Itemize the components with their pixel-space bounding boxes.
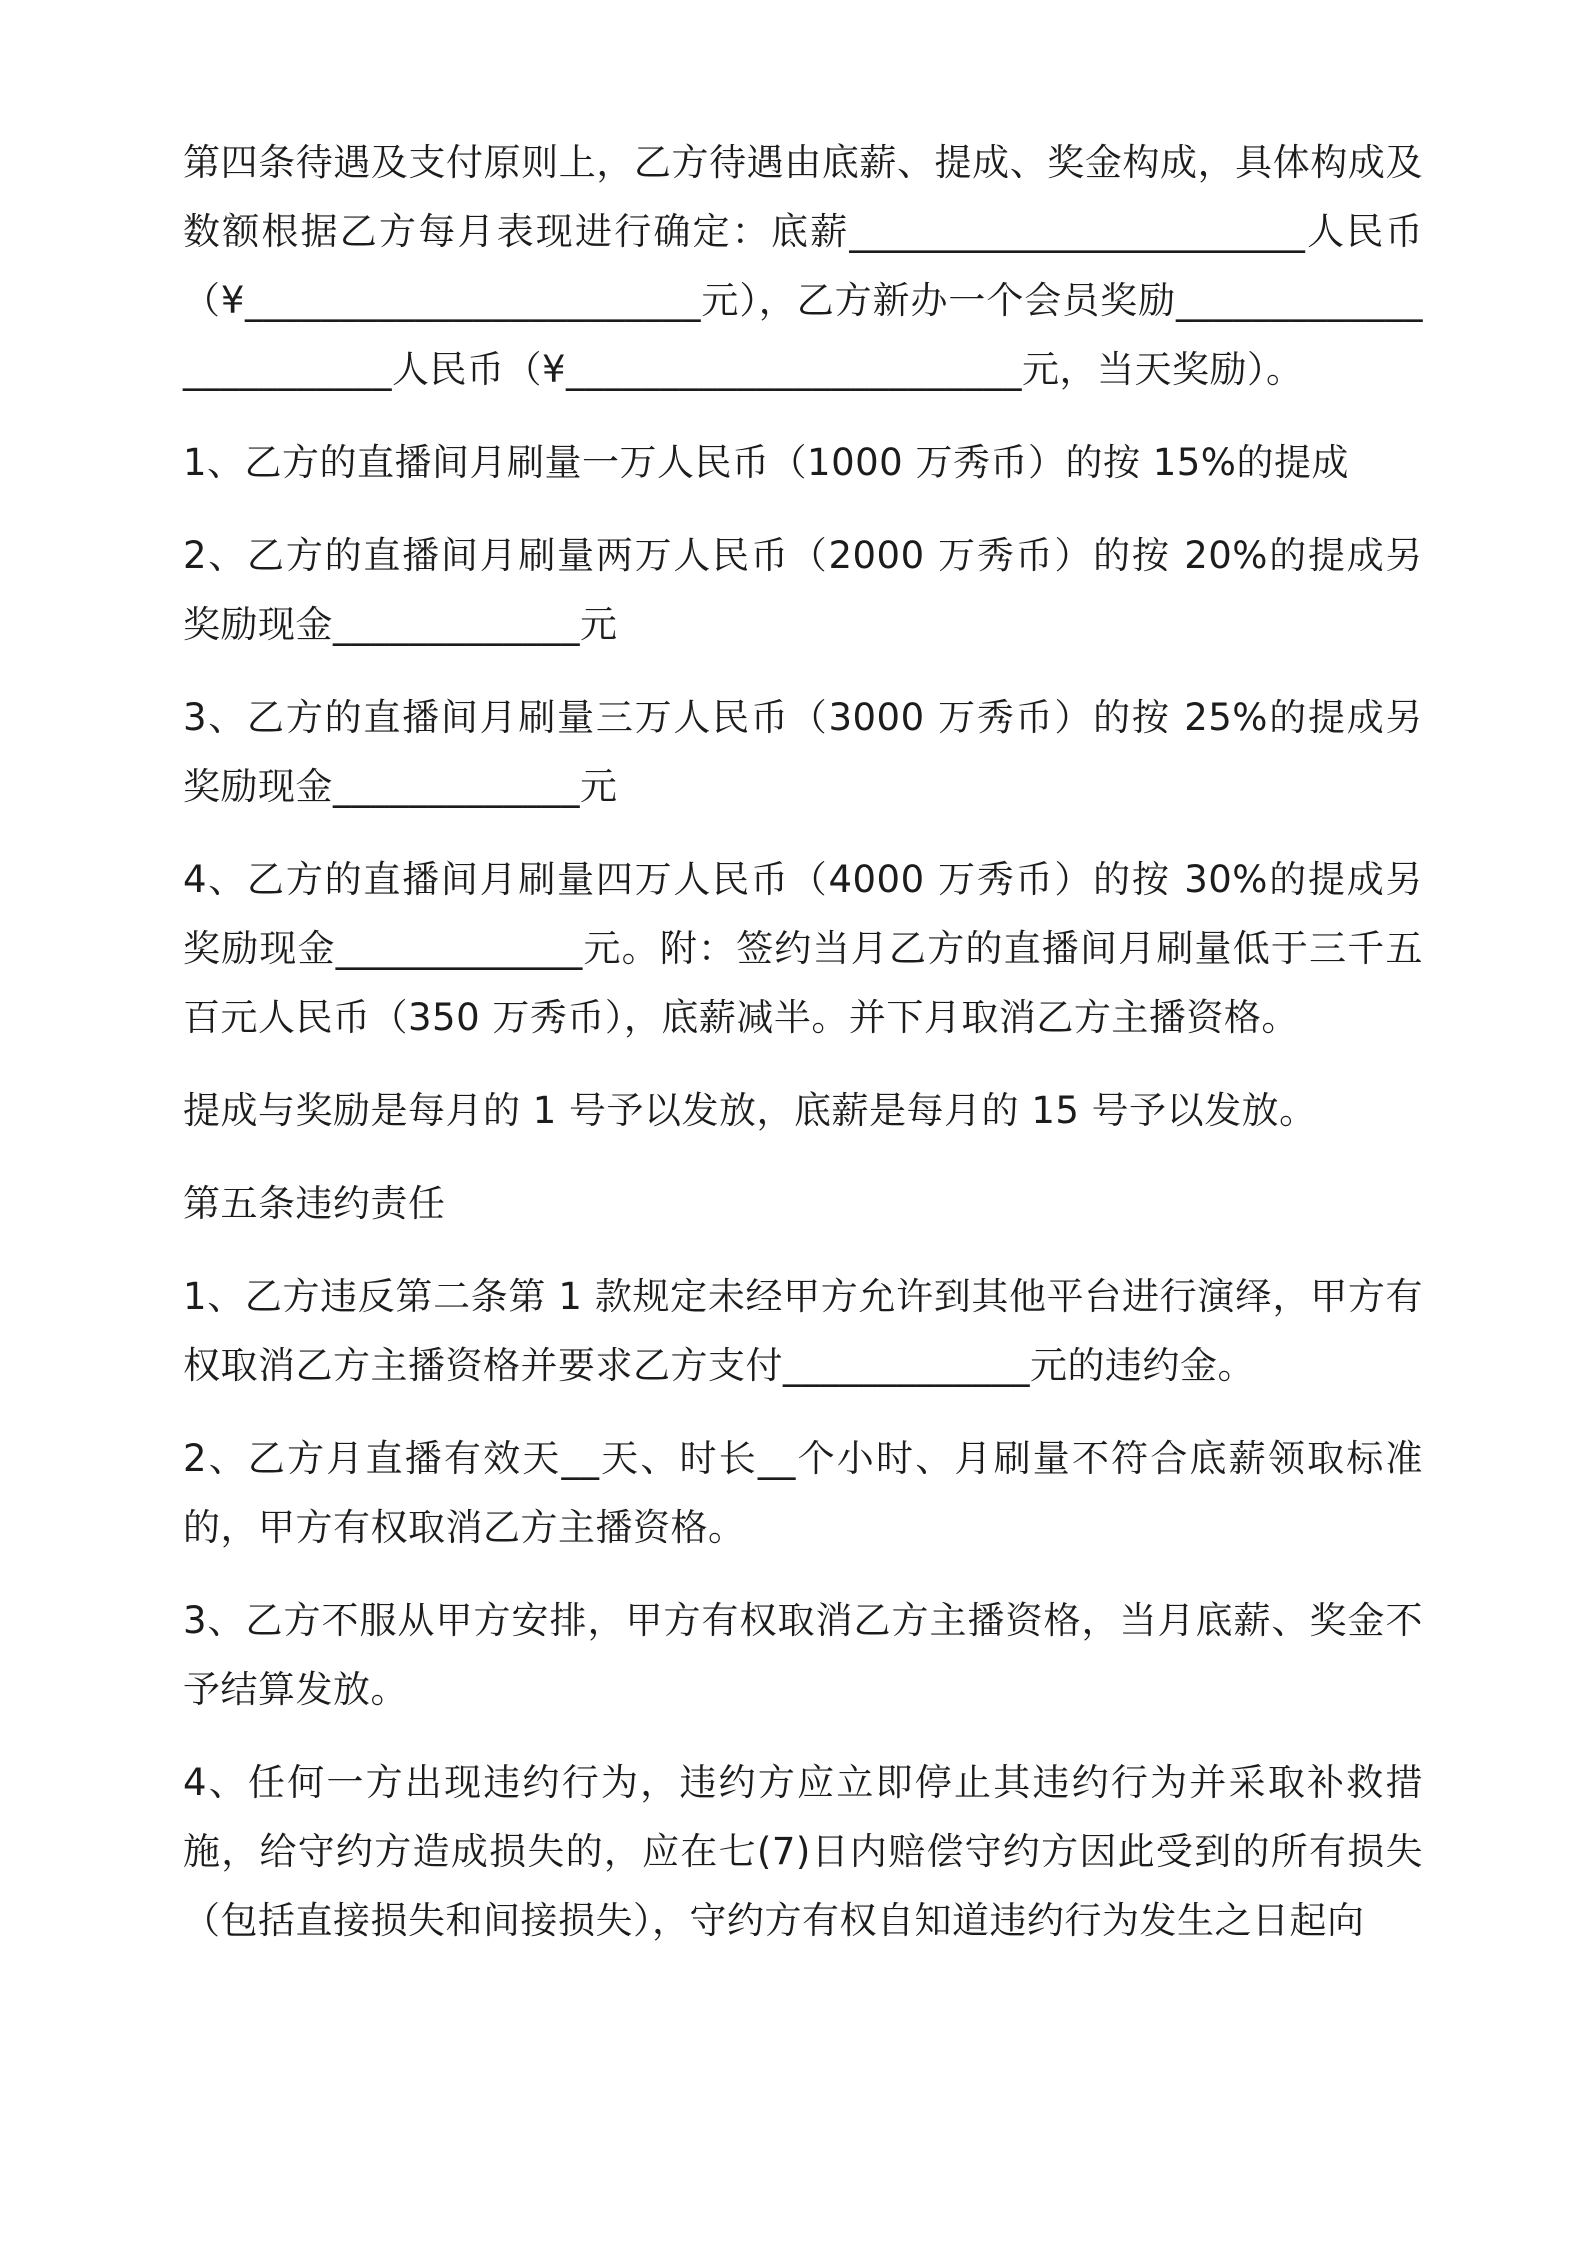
breach-clause-3: 3、乙方不服从甲方安排，甲方有权取消乙方主播资格，当月底薪、奖金不予结算发放。 [183,1599,1423,1711]
breach-clause-2: 2、乙方月直播有效天__天、时长__个小时、月刷量不符合底薪领取标准的，甲方有权取消乙方主播资格。 [183,1437,1423,1549]
commission-tier-3: 3、乙方的直播间月刷量三万人民币（3000 万秀币）的按 25%的提成另奖励现金_____________元 [183,696,1423,808]
commission-tier-1: 1、乙方的直播间月刷量一万人民币（1000 万秀币）的按 15%的提成 [183,441,1349,484]
commission-tier-2: 2、乙方的直播间月刷量两万人民币（2000 万秀币）的按 20%的提成另奖励现金_____________元 [183,534,1423,646]
breach-clause-4: 4、任何一方出现违约行为，违约方应立即停止其违约行为并采取补救措施，给守约方造成损失的，应在七(7)日内赔偿守约方因此受到的所有损失（包括直接损失和间接损失），守约方有权自知道违约行为发生之日起向 [183,1761,1423,1942]
breach-clause-1: 1、乙方违反第二条第 1 款规定未经甲方允许到其他平台进行演绎，甲方有权取消乙方主播资格并要求乙方支付_____________元的违约金。 [183,1275,1423,1387]
commission-tier-4: 4、乙方的直播间月刷量四万人民币（4000 万秀币）的按 30%的提成另奖励现金_____________元。附：签约当月乙方的直播间月刷量低于三千五百元人民币（350 万秀币），底薪减半。并下月取消乙方主播资格。 [183,858,1423,1039]
document-body [183,128,1423,1979]
article-4-paragraph: 第四条待遇及支付原则上，乙方待遇由底薪、提成、奖金构成，具体构成及数额根据乙方每月表现进行确定：底薪________________________人民币（¥________________________元），乙方新办一个会员奖励________________________人民币（¥________________________元，当天奖励）。 [183,141,1423,391]
article-5-heading: 第五条违约责任 [183,1182,446,1225]
payment-schedule: 提成与奖励是每月的 1 号予以发放，底薪是每月的 15 号予以发放。 [183,1089,1317,1132]
